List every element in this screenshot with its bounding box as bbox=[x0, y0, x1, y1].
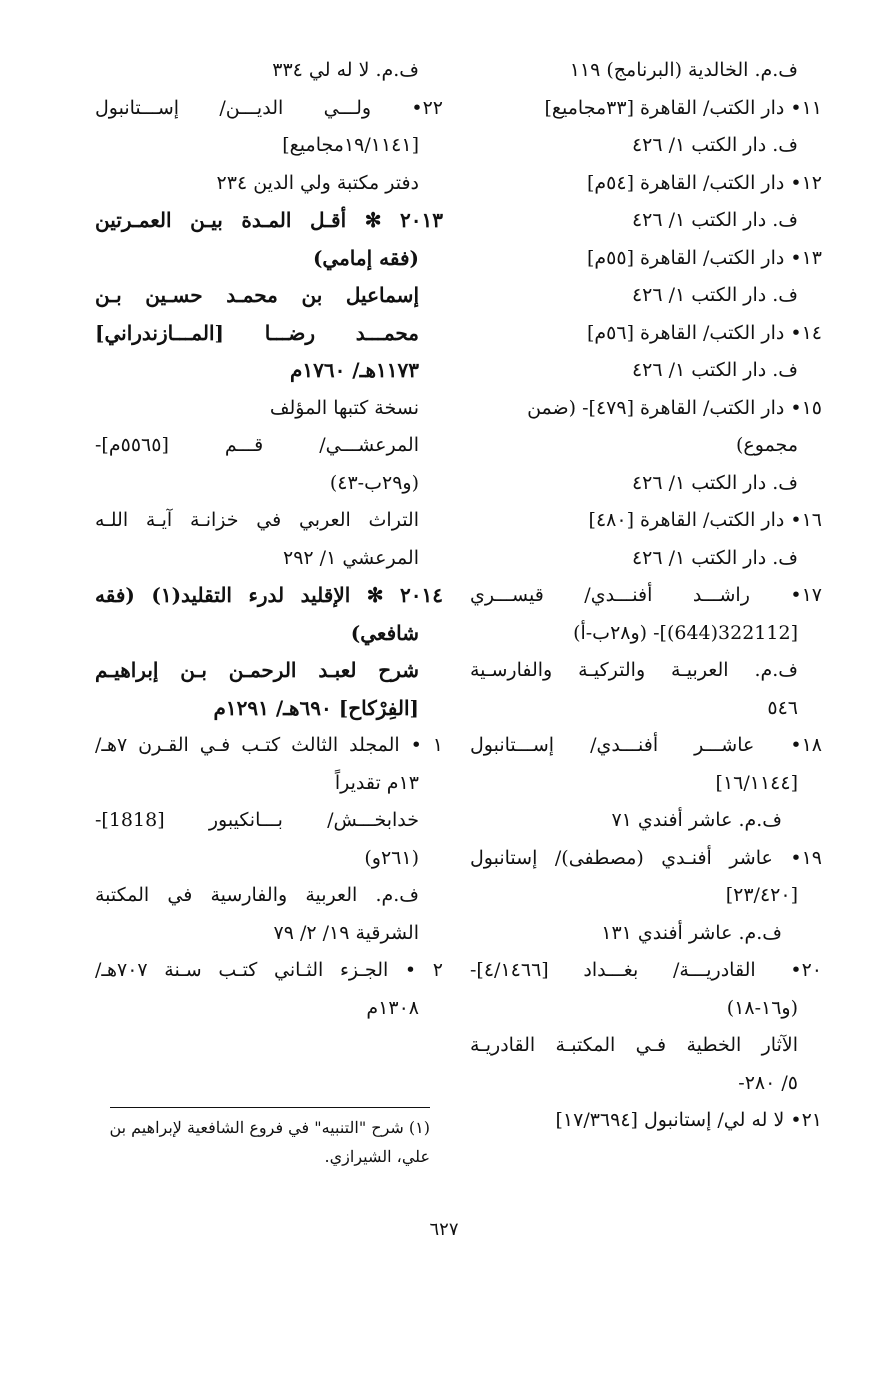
right-column-line: ٢١• لا له لي/ إستانبول [١٧/٣٦٩٤] bbox=[555, 1109, 822, 1131]
footnote-line-2: علي، الشيرازي. bbox=[324, 1147, 430, 1166]
left-column-line: ٢٢• ولـــي الديـــن/ إســـتانبول bbox=[95, 96, 443, 119]
left-column-line: ١٣م تقديراً bbox=[334, 771, 419, 794]
right-column-line: [٢٣/٤٢٠] bbox=[725, 884, 798, 906]
right-column-line: ف. دار الكتب ١/ ٤٢٦ bbox=[631, 359, 798, 381]
right-column-line: [322112(644)]- (و٢٨ب-أ) bbox=[573, 621, 798, 644]
left-column-line: (٢٦١و) bbox=[364, 846, 419, 869]
page-number: ٦٢٧ bbox=[429, 1219, 459, 1240]
left-column-line: ف.م. العربية والفارسية في المكتبة bbox=[95, 884, 419, 906]
right-column-line: الآثار الخطية فـي المكتبـة القادريـة bbox=[470, 1034, 798, 1056]
right-column-line: ١٢• دار الكتب/ القاهرة [٥٤م] bbox=[586, 171, 822, 194]
left-column-line: [١٩/١١٤١مجاميع] bbox=[282, 134, 419, 156]
left-column-line: ٢٠١٤ ✻ الإقليد لدرء التقليد(١) (فقه bbox=[95, 583, 443, 607]
left-column-line: شافعي) bbox=[350, 620, 419, 645]
left-column-line: ٢٠١٣ ✻ أقـل المـدة بيـن العمـرتين bbox=[95, 208, 443, 232]
left-column-line: الشرقية ١٩/ ٢/ ٧٩ bbox=[273, 921, 419, 944]
left-column-line: المرعشـــي/ قـــم [٥٥٦٥م]- bbox=[95, 434, 419, 456]
left-column-line: محمـــد رضـــا [المـــازندراني] bbox=[95, 320, 419, 345]
footnote-line-1: (١) شرح "التنبيه" في فروع الشافعية لإبراهيم بن bbox=[109, 1118, 430, 1137]
left-column-line: شرح لعبـد الرحمـن بـن إبراهيـم bbox=[95, 658, 419, 682]
right-column-line: [١٦/١١٤٤] bbox=[715, 771, 798, 794]
left-column bbox=[95, 52, 443, 1027]
right-column-line: ٥/ ٢٨٠- bbox=[738, 1071, 798, 1094]
right-column-line: ف. دار الكتب ١/ ٤٢٦ bbox=[631, 134, 798, 156]
right-column-line: ١٩• عاشر أفنـدي (مصطفى)/ إستانبول bbox=[470, 846, 822, 869]
right-column-line: ف.م. عاشر أفندي ١٣١ bbox=[601, 921, 782, 944]
left-column-line: التراث العربي في خزانـة آيـة اللـه bbox=[95, 509, 419, 531]
right-column-line: ٥٤٦ bbox=[767, 696, 798, 719]
left-column-line: ٢ • الجـزء الثـاني كتـب سـنة ٧٠٧هـ/ bbox=[95, 959, 443, 981]
left-column-line: المرعشي ١/ ٢٩٢ bbox=[283, 546, 419, 569]
right-column-line: ف. دار الكتب ١/ ٤٢٦ bbox=[631, 546, 798, 569]
left-column-line: [الفِرْكاح] ٦٩٠هـ/ ١٢٩١م bbox=[213, 695, 419, 720]
left-column-line: (و٢٩ب-٤٣) bbox=[329, 471, 419, 494]
right-column-line: مجموع) bbox=[736, 434, 798, 456]
left-column-line: ف.م. لا له لي ٣٣٤ bbox=[272, 59, 419, 81]
right-column-line: ٢٠• القادريـــة/ بغـــداد [٤/١٤٦٦]- bbox=[470, 959, 822, 981]
right-column-line: (و١٦-١٨) bbox=[726, 996, 798, 1019]
left-column-line: ١٣٠٨م bbox=[366, 996, 419, 1019]
left-column-line: ١١٧٣هـ/ ١٧٦٠م bbox=[289, 358, 419, 382]
right-column bbox=[470, 52, 822, 1140]
right-column-line: ١٨• عاشـــر أفنـــدي/ إســـتانبول bbox=[470, 734, 822, 756]
right-column-line: ف.م. الخالدية (البرنامج) ١١٩ bbox=[569, 59, 798, 81]
left-column-line: خدابخـــش/ بـــانكيبور [1818]- bbox=[95, 809, 419, 831]
right-column-line: ف. دار الكتب ١/ ٤٢٦ bbox=[631, 284, 798, 306]
left-column-line: نسخة كتبها المؤلف bbox=[269, 396, 419, 419]
left-column-line: (فقه إمامي) bbox=[312, 245, 419, 270]
right-column-line: ١٤• دار الكتب/ القاهرة [٥٦م] bbox=[586, 321, 822, 344]
right-column-line: ١٧• راشـــد أفنـــدي/ قيســـري bbox=[470, 584, 822, 606]
right-column-line: ف. دار الكتب ١/ ٤٢٦ bbox=[631, 209, 798, 231]
footnote bbox=[95, 1113, 430, 1171]
left-column-line: دفتر مكتبة ولي الدين ٢٣٤ bbox=[216, 171, 419, 194]
left-column-line: ١ • المجلد الثالث كتـب فـي القـرن ٧هـ/ bbox=[95, 734, 443, 756]
right-column-line: ف.م. العربيـة والتركيـة والفارسـية bbox=[470, 659, 798, 681]
right-column-line: ١٥• دار الكتب/ القاهرة [٤٧٩]- (ضمن bbox=[527, 396, 822, 419]
right-column-line: ف.م. عاشر أفندي ٧١ bbox=[611, 809, 782, 831]
right-column-line: ف. دار الكتب ١/ ٤٢٦ bbox=[631, 471, 798, 494]
right-column-line: ١٦• دار الكتب/ القاهرة [٤٨٠] bbox=[588, 509, 822, 531]
left-column-line: إسماعيل بن محمـد حسـين بـن bbox=[95, 283, 419, 307]
right-column-line: ١٣• دار الكتب/ القاهرة [٥٥م] bbox=[586, 246, 822, 269]
right-column-line: ١١• دار الكتب/ القاهرة [٣٣مجاميع] bbox=[544, 96, 822, 119]
footnote-divider bbox=[110, 1107, 430, 1108]
